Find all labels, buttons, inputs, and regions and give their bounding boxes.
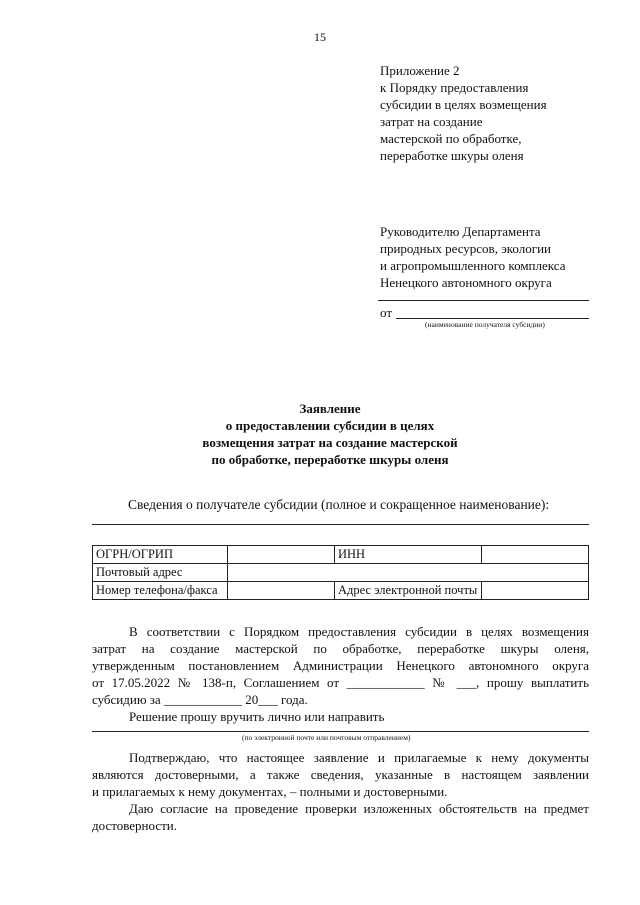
table-row bbox=[93, 582, 589, 600]
recipient-info-table bbox=[92, 545, 589, 600]
table-row bbox=[93, 564, 589, 582]
document-title bbox=[160, 400, 500, 468]
applicant-name-line[interactable] bbox=[396, 318, 589, 319]
paragraph-line: и прилагаемых к нему документах, – полными и достоверными. bbox=[92, 784, 448, 799]
title-line: о предоставлении субсидии в целях bbox=[225, 418, 435, 433]
appendix-header bbox=[380, 62, 610, 164]
title-line: по обработке, переработке шкуры оленя bbox=[211, 452, 449, 467]
appendix-line: переработке шкуры оленя bbox=[380, 148, 524, 163]
phone-label: Номер телефона/факса bbox=[93, 582, 228, 600]
consent-paragraph bbox=[92, 800, 589, 834]
paragraph-line: В соответствии с Порядком предоставления субсидии в целях возмещения bbox=[129, 624, 589, 639]
inn-value-cell[interactable] bbox=[482, 546, 589, 564]
appendix-line: мастерской по обработке, bbox=[380, 131, 522, 146]
appendix-line: к Порядку предоставления bbox=[380, 80, 529, 95]
delivery-method-line[interactable] bbox=[92, 731, 589, 732]
applicant-name-hint: (наименование получателя субсидии) bbox=[425, 320, 545, 329]
email-value-cell[interactable] bbox=[482, 582, 589, 600]
from-label: от bbox=[380, 305, 393, 320]
paragraph-line: от 17.05.2022 № 138-п, Соглашением от ____________ № ___, прошу выплатить bbox=[92, 675, 589, 690]
recipient-name-line[interactable] bbox=[92, 524, 589, 525]
addressee-block bbox=[380, 223, 610, 291]
address-value-cell[interactable] bbox=[228, 564, 589, 582]
page-number: 15 bbox=[314, 30, 326, 44]
appendix-line: затрат на создание bbox=[380, 114, 483, 129]
email-label: Адрес электронной почты bbox=[335, 582, 482, 600]
paragraph-line: достоверности. bbox=[92, 818, 177, 833]
appendix-line: Приложение 2 bbox=[380, 63, 460, 78]
paragraph-line: затрат на создание мастерской по обработке, переработке шкуры оленя, bbox=[92, 641, 589, 656]
title-line: Заявление bbox=[299, 401, 361, 416]
ogrn-value-cell[interactable] bbox=[228, 546, 335, 564]
paragraph-line: субсидию за ____________ 20___ года. bbox=[92, 692, 308, 707]
paragraph-line: Подтверждаю, что настоящее заявление и прилагаемые к нему документы bbox=[129, 750, 589, 765]
appendix-line: субсидии в целях возмещения bbox=[380, 97, 547, 112]
paragraph-line: являются достоверными, а также сведения, указанные в настоящем заявлении bbox=[92, 767, 589, 782]
paragraph-line: Даю согласие на проведение проверки изложенных обстоятельств на предмет bbox=[129, 801, 589, 816]
delivery-method-hint: (по электронной почте или почтовым отправлением) bbox=[242, 733, 411, 742]
request-paragraph bbox=[92, 623, 589, 725]
paragraph-line: утвержденным постановлением Администрации Ненецкого автономного округа bbox=[92, 658, 589, 673]
title-line: возмещения затрат на создание мастерской bbox=[202, 435, 458, 450]
addressee-line: и агропромышленного комплекса bbox=[380, 258, 566, 273]
address-label: Почтовый адрес bbox=[93, 564, 228, 582]
delivery-line: Решение прошу вручить лично или направить bbox=[129, 709, 385, 724]
addressee-line: Ненецкого автономного округа bbox=[380, 275, 552, 290]
addressee-line: Руководителю Департамента bbox=[380, 224, 541, 239]
addressee-line: природных ресурсов, экологии bbox=[380, 241, 551, 256]
inn-label: ИНН bbox=[335, 546, 482, 564]
addressee-name-line[interactable] bbox=[378, 300, 589, 301]
phone-value-cell[interactable] bbox=[228, 582, 335, 600]
confirmation-paragraph bbox=[92, 749, 589, 800]
ogrn-label: ОГРН/ОГРИП bbox=[93, 546, 228, 564]
recipient-label: Сведения о получателе субсидии (полное и сокращенное наименование): bbox=[128, 497, 550, 512]
table-row bbox=[93, 546, 589, 564]
